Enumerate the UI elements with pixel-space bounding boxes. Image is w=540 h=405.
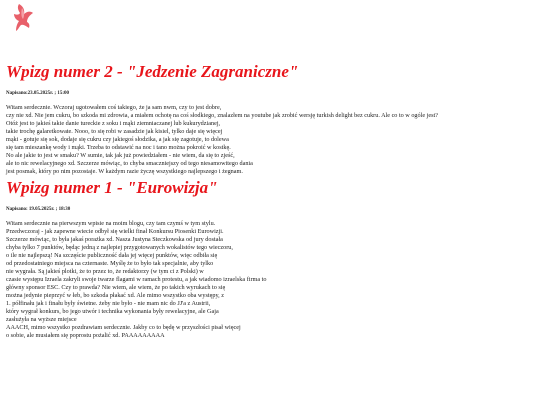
post-text-line: 1. półfinału jak i finału były świetne. żeby nie było - nie mam nic do JJ'a z Austrii, <box>6 300 211 307</box>
post-text-line: Otóż jest to jakieś takie danie tureckie z soku i mąki ziemniaczanej lub kukurydzianej, <box>6 120 221 127</box>
post-text-line: jest posmak, który po nim pozostaje. W każdym razie życzę wszystkiego najlepszego i żegnam. <box>6 168 243 175</box>
post-text-line: AAACH, mimo wszystko pozdrawiam serdecznie. Jakby co to będę w przyszłości pisał więcej <box>6 324 241 331</box>
blog-post <box>6 62 534 176</box>
post-body <box>6 220 534 340</box>
post-date: Napisano:23.05.2025r. ; 15:00 <box>6 91 70 96</box>
post-text-line: mąki - gotuje się sok, dodaje się cukru czy jakiegoś słodzika, a jak się zagotuje, to dolewa <box>6 136 229 143</box>
post-text-line: zasłużyła na wyższe miejsce <box>6 316 77 323</box>
post-text-line: czasie występu Izraela zakryli swoje twarze flagami w ramach protestu, a jak wiadomo izraelska firma to <box>6 276 267 283</box>
post-text-line: takie trochę galaretkowate. Nooo, to się robi w zasadzie jak kisiel, tylko daje się więcej <box>6 128 223 135</box>
post-text-line: ale to nic rewelacyjnego xd. Szczerze mówiąc, to chyba smaczniejszy od tego niesamowitego dania <box>6 160 253 167</box>
post-text-line: chyba tylko 7 punktów, będąc jedną z najlepiej przygotowanych wokalistów tego wieczoru, <box>6 244 233 251</box>
post-text-line: Witam serdecznie na pierwszym wpisie na moim blogu, czy tam czymś w tym stylu. <box>6 220 216 227</box>
post-text-line: można jedynie pieprzyć w łeb, bo szkoda płakać xd. Ale mimo wszystko oba występy, z <box>6 292 224 299</box>
post-text-line: No ale jakie to jest w smaku? W sumie, tak jak już powiedziałem - nie wiem, da się to zjeść, <box>6 152 235 159</box>
post-text-line: Szczerze mówiąc, to była jakaś porażka xd. Nasza Justyna Steczkowska od jury dostała <box>6 236 223 243</box>
post-text-line: główny sponsor ESC. Czy to prawda? Nie wiem, ale wiem, że po takich wyrukach to się <box>6 284 226 291</box>
post-text-line: Przedwczoraj - jak zapewne wiecie odbył się wielki finał Konkursu Piosenki Eurowizji. <box>6 228 224 235</box>
post-date: Napisano: 19.05.2025r. ; 18:30 <box>6 207 71 212</box>
post-body <box>6 104 534 176</box>
post-text-line: się tam mieszankę wody i mąki. Trzeba to odstawić na noc i tano można pokroić w kostkę. <box>6 144 231 151</box>
post-text-line: czy nie xd. Nie jem cukru, bo szkoda mi zdrowia, a miałem ochotę na coś słodkiego, znalazłem na youtube jak zrobić wersję turkish delight bez cukru. Ale co to w ogóle jest? <box>6 112 438 119</box>
post-text-line: nie wygrała. Są jakieś plotki, że to przez to, że redaktorzy (w tym ci z Polski) w <box>6 268 204 275</box>
post-text-line: który wygrał konkurs, bo jego utwór i technika wykonania były rewelacyjne, ale Gaja <box>6 308 219 315</box>
site-logo-icon[interactable] <box>10 2 38 32</box>
post-title[interactable]: Wpizg numer 1 - "Eurowizja" <box>6 178 218 197</box>
post-text-line: o ile nie najlepszą! Na szczęście publiczność dała jej więcej punktów, więc odbiła się <box>6 252 218 259</box>
post-title[interactable]: Wpizg numer 2 - "Jedzenie Zagraniczne" <box>6 62 299 81</box>
post-text-line: Witam serdecznie. Wczoraj ugotowałem coś takiego, że ja sam nwm, czy to jest dobre, <box>6 104 222 111</box>
post-text-line: o sobie, ale musiałem się poprostu pożalić xd. PAAAAAAAAA <box>6 332 165 339</box>
blog-post <box>6 178 534 340</box>
post-text-line: od przedostatniego miejsca na czternaste. Myślę że to było tak specjalnie, aby tylko <box>6 260 214 267</box>
